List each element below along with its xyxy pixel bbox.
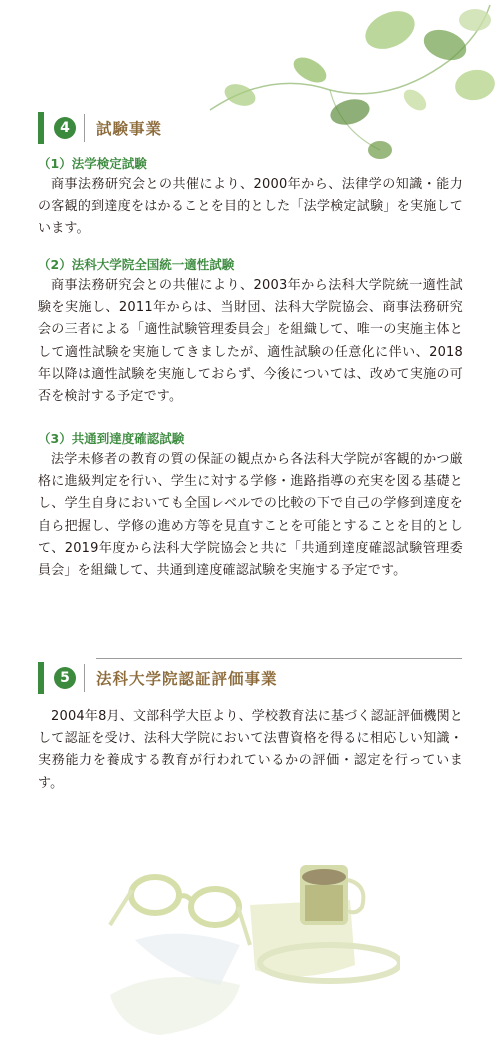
subsection-heading: （2）法科大学院全国統一適性試験 <box>38 257 235 272</box>
section-5-header <box>38 658 462 698</box>
section-accent-bar <box>38 662 44 694</box>
divider <box>84 664 85 692</box>
section-4-header <box>38 108 462 148</box>
divider <box>84 114 85 142</box>
section-number-badge: 4 <box>54 117 76 139</box>
subsection-paragraph: 商事法務研究会との共催により、2000年から、法律学の知識・能力の客観的到達度をはかることを目的とした「法学検定試験」を実施しています。 <box>38 177 463 237</box>
section-top-rule <box>96 658 462 659</box>
subsection-heading: （1）法学検定試験 <box>38 156 147 171</box>
section-number-badge: 5 <box>54 667 76 689</box>
section-title: 試験事業 <box>96 120 163 138</box>
subsection-heading: （3）共通到達度確認試験 <box>38 431 185 446</box>
subsection-paragraph: 法学未修者の教育の質の保証の観点から各法科大学院が客観的かつ厳格に進級判定を行い、学生に対する学修・進路指導の充実を図る基礎とし、学生自身においても全国レベルでの比較の下で自己の学修到達度を自ら把握し、学修の進め方等を見直すことを可能とすることを目的として、2019年度から法科大学院協会と共に「共通到達度確認試験管理委員会」を組織して、共通到達度確認試験を実施する予定です。 <box>38 452 463 579</box>
glasses-and-teacup-illustration <box>100 845 400 1045</box>
section-title: 法科大学院認証評価事業 <box>96 670 278 688</box>
section-paragraph: 2004年8月、文部科学大臣より、学校教育法に基づく認証評価機関として認証を受け、法科大学院において法曹資格を得るに相応しい知識・実務能力を養成する教育が行われているかの評価・認定を行っています。 <box>38 709 463 791</box>
subsection-paragraph: 商事法務研究会との共催により、2003年から法科大学院統一適性試験を実施し、2011年からは、当財団、法科大学院協会、商事法務研究会の三者による「適性試験管理委員会」を組織して、唯一の実施主体として適性試験を実施してきましたが、適性試験の任意化に伴い、2018年以降は適性試験を実施しておらず、今後については、改めて実施の可否を検討する予定です。 <box>38 278 463 405</box>
section-accent-bar <box>38 112 44 144</box>
